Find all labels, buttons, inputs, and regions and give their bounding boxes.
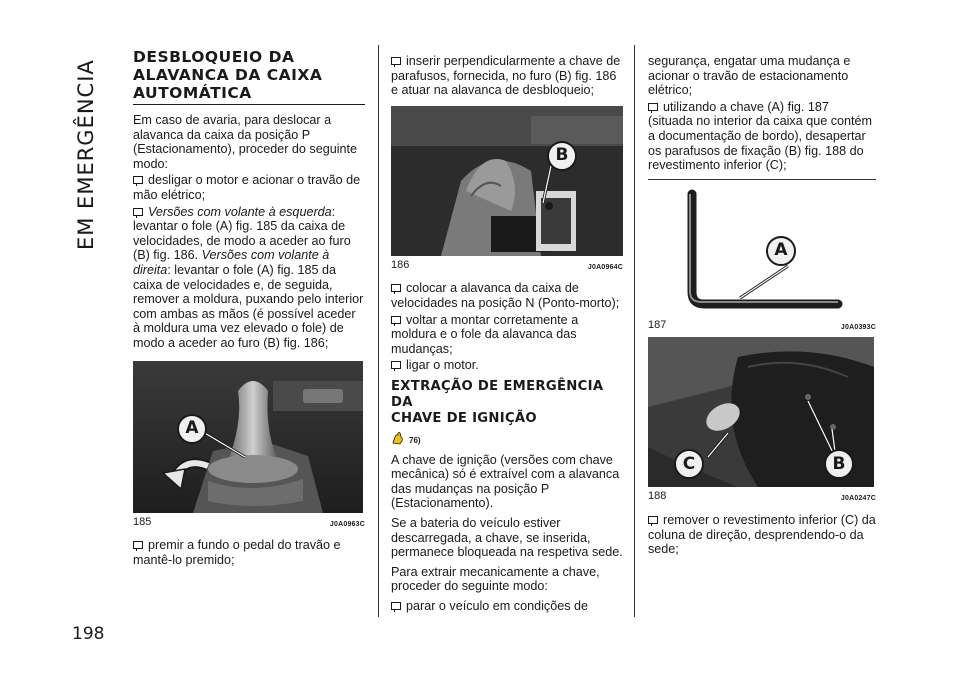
step-item: desligar o motor e acionar o travão de mão elétrico; bbox=[133, 173, 361, 202]
warning-ref-number: 76) bbox=[409, 435, 421, 445]
callout-a: A bbox=[766, 236, 796, 266]
figure-188-steering-column-photo bbox=[648, 337, 874, 487]
warning-hand-icon bbox=[391, 431, 405, 445]
column-3 bbox=[648, 54, 876, 559]
checkbox-bullet-icon bbox=[133, 176, 143, 184]
figure-number: 187 bbox=[648, 318, 667, 331]
callout-c: C bbox=[674, 449, 704, 479]
checkbox-bullet-icon bbox=[391, 602, 401, 610]
checkbox-bullet-icon bbox=[391, 284, 401, 292]
callout-b: B bbox=[824, 449, 854, 479]
step-item: ligar o motor. bbox=[391, 358, 623, 373]
callout-a: A bbox=[177, 414, 207, 444]
column-2 bbox=[391, 54, 623, 615]
checkbox-bullet-icon bbox=[648, 103, 658, 111]
body-paragraph: A chave de ignição (versões com chave mecânica) só é extraível com a alavanca das mudanças na posição P (Estacionamento). bbox=[391, 452, 620, 511]
step-item: Versões com volante à esquerda: levantar o fole (A) fig. 185 da caixa de velocidades, de modo a aceder ao furo (B) fig. 186. Versões com volante à direita: levantar o fole (A) fig. 185 da caixa de velocidades e, de seguida, remover a moldura, puxando pelo interior com ambas as mãos (é possível aceder à moldura uma vez elevado o fole) de modo a aceder ao furo (B) fig. 186; bbox=[133, 204, 364, 350]
figure-185-gear-lever-photo bbox=[133, 361, 363, 513]
section-heading-unlock: DESBLOQUEIO DA ALAVANCA DA CAIXA AUTOMÁTICA bbox=[133, 48, 365, 105]
figure-188-caption bbox=[648, 489, 876, 507]
figure-code: J0A0964C bbox=[587, 263, 623, 271]
gear-lever-illustration bbox=[133, 361, 363, 513]
figure-185-caption bbox=[133, 515, 365, 533]
checkbox-bullet-icon bbox=[648, 516, 658, 524]
step-item: inserir perpendicularmente a chave de parafusos, fornecida, no furo (B) fig. 186 e atuar na alavanca de desbloqueio; bbox=[391, 54, 621, 98]
figure-186-lever-hole-photo bbox=[391, 106, 623, 256]
checkbox-bullet-icon bbox=[391, 361, 401, 369]
figure-186-caption bbox=[391, 258, 623, 276]
checkbox-bullet-icon bbox=[133, 541, 143, 549]
step-item: parar o veículo em condições de bbox=[391, 599, 623, 614]
figure-number: 186 bbox=[391, 258, 410, 271]
step-item: premir a fundo o pedal do travão e mantê-lo premido; bbox=[133, 538, 341, 567]
callout-b: B bbox=[547, 141, 577, 171]
column-1 bbox=[133, 48, 365, 569]
step-item: colocar a alavanca da caixa de velocidades na posição N (Ponto-morto); bbox=[391, 281, 620, 310]
step-item: voltar a montar corretamente a moldura e o fole da alavanca das mudanças; bbox=[391, 312, 579, 356]
figure-187-caption bbox=[648, 318, 876, 336]
body-paragraph: Para extrair mecanicamente a chave, proceder do seguinte modo: bbox=[391, 564, 600, 594]
figure-number: 188 bbox=[648, 490, 667, 503]
figure-187-allen-key bbox=[648, 180, 874, 316]
step-item: remover o revestimento inferior (C) da coluna de direção, desprendendo-o da sede; bbox=[648, 512, 876, 557]
side-title: EM EMERGÊNCIA bbox=[74, 59, 98, 250]
step-item: utilizando a chave (A) fig. 187 (situada no interior da caixa que contém a documentação de bordo), desapertar os parafusos de fixação (B) fig. 188 do revestimento inferior (C); bbox=[648, 99, 873, 173]
allen-key-illustration bbox=[648, 180, 874, 316]
figure-code: J0A0393C bbox=[840, 323, 876, 331]
figure-code: J0A0247C bbox=[840, 495, 876, 503]
figure-code: J0A0963C bbox=[329, 520, 365, 528]
checkbox-bullet-icon bbox=[391, 316, 401, 324]
body-paragraph: Se a bateria do veículo estiver descarregada, a chave, se inserida, permanece bloqueada na respetiva sede. bbox=[391, 515, 623, 560]
column-divider-1 bbox=[378, 45, 379, 617]
intro-paragraph: Em caso de avaria, para deslocar a alavanca da caixa da posição P (Estacionamento), proceder do seguinte modo: bbox=[133, 113, 358, 171]
lever-hole-illustration bbox=[391, 106, 623, 256]
checkbox-bullet-icon bbox=[133, 208, 143, 216]
page-number: 198 bbox=[72, 624, 105, 644]
checkbox-bullet-icon bbox=[391, 57, 401, 65]
column-divider-2 bbox=[634, 45, 635, 617]
warning-reference bbox=[391, 431, 623, 449]
figure-number: 185 bbox=[133, 515, 152, 528]
section-heading-key-extraction: EXTRAÇÃO DE EMERGÊNCIA DA CHAVE DE IGNIÇÃO bbox=[391, 378, 604, 426]
step-item-continued: segurança, engatar uma mudança e acionar o travão de estacionamento elétrico; bbox=[648, 54, 851, 98]
